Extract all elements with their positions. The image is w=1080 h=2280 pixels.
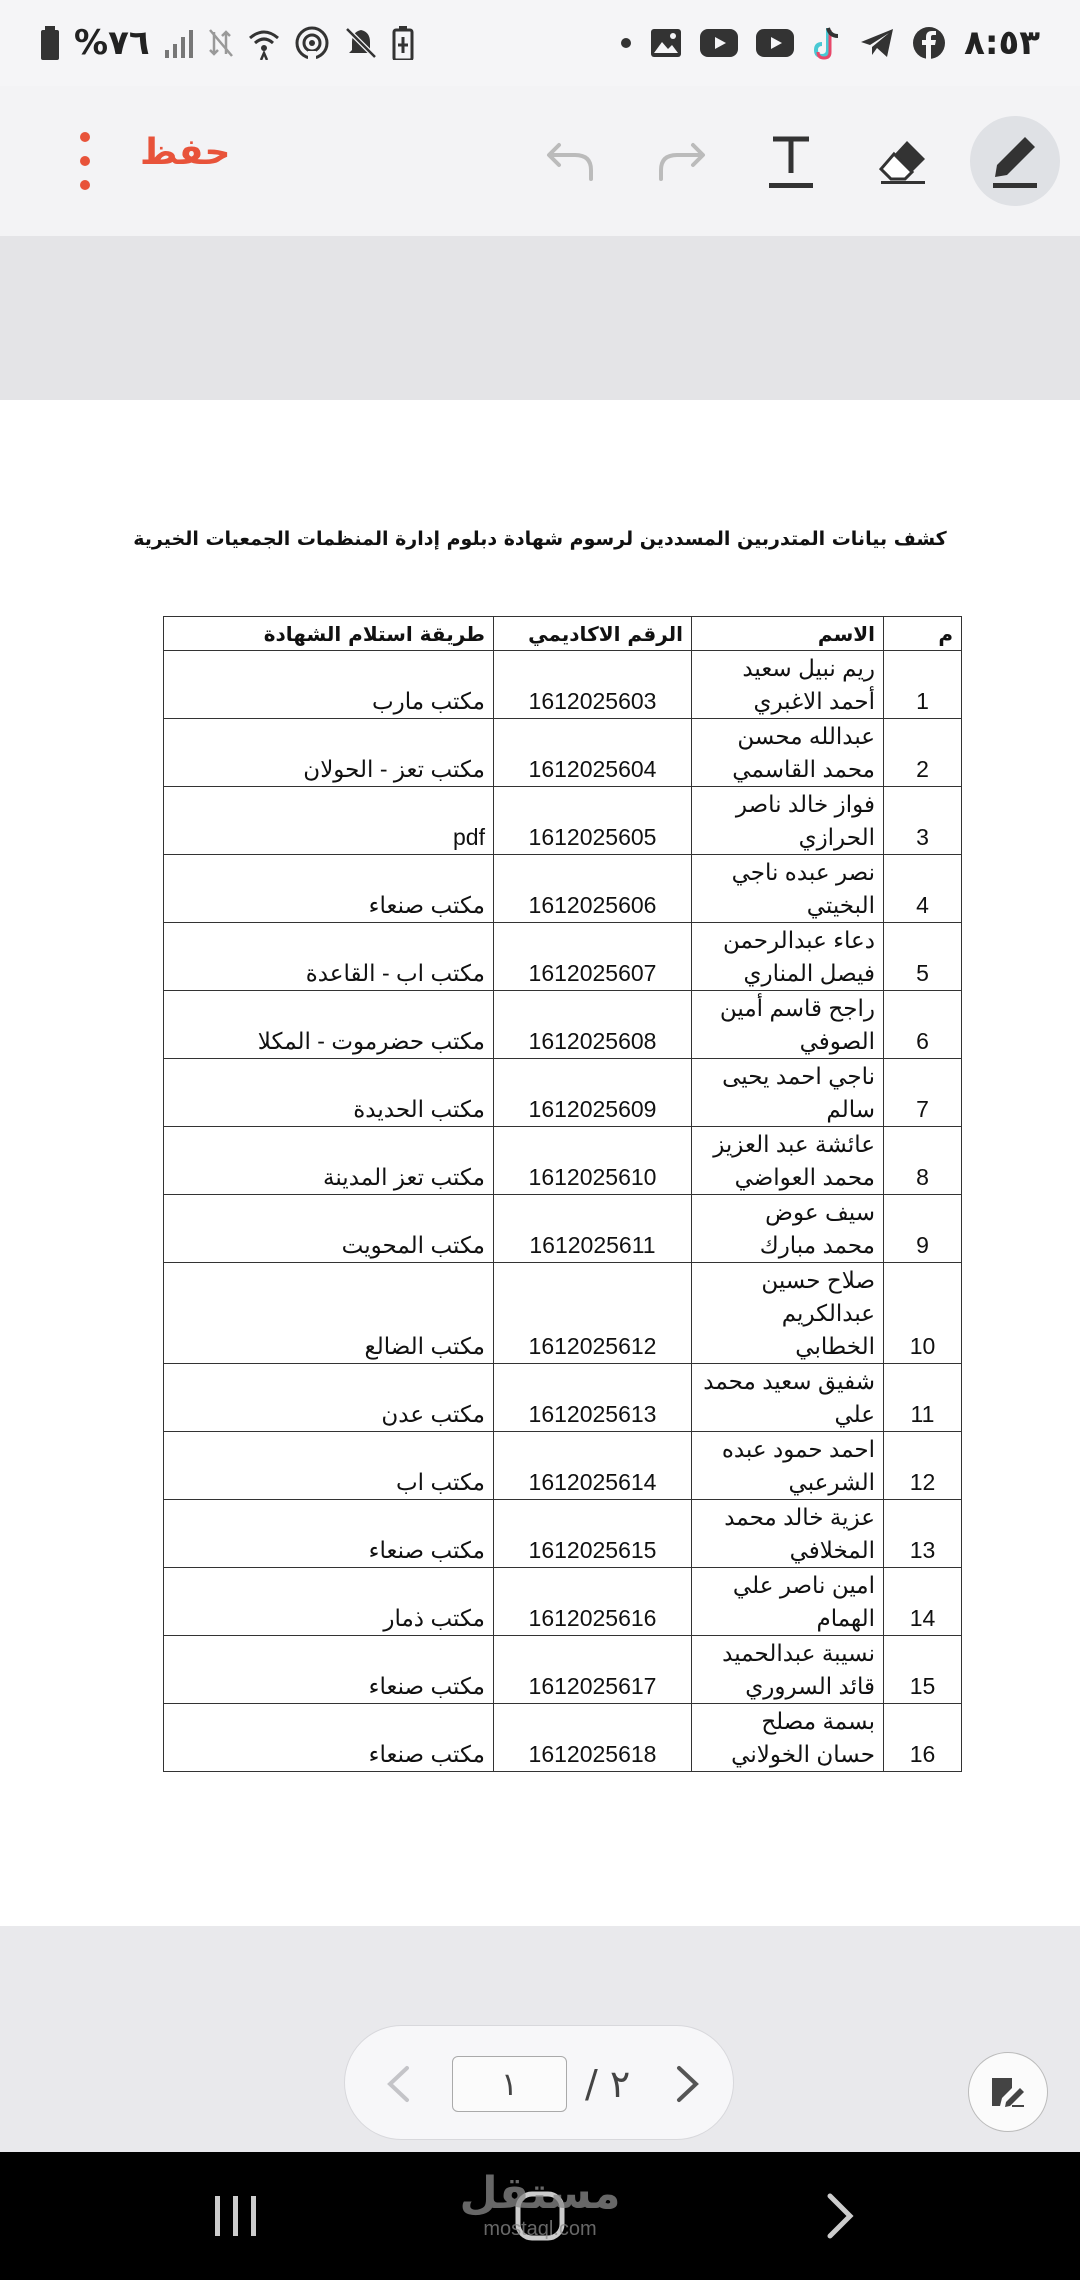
academic-number: 1612025605 <box>494 787 692 855</box>
row-number: 5 <box>884 923 962 991</box>
trainee-name <box>692 1195 884 1263</box>
youtube-icon <box>700 29 738 57</box>
trainee-name <box>692 1500 884 1568</box>
receipt-method: مكتب المحويت <box>164 1195 494 1263</box>
trainee-name-line: الحرازي <box>798 824 875 850</box>
hotspot-icon <box>294 25 330 61</box>
receipt-method: مكتب اب <box>164 1432 494 1500</box>
header-method: طريقة استلام الشهادة <box>164 617 494 651</box>
trainee-name-line: دعاء عبدالرحمن <box>722 927 875 953</box>
next-page-button[interactable] <box>663 2056 713 2111</box>
table-row <box>164 991 962 1059</box>
table-row <box>164 651 962 719</box>
trainee-name-line: سيف عوض <box>765 1199 875 1225</box>
trainee-name-line: فيصل المناري <box>743 960 875 986</box>
table-header-row <box>164 617 962 651</box>
trainee-name <box>692 1059 884 1127</box>
trainee-name <box>692 1568 884 1636</box>
chevron-left-icon <box>385 2065 411 2103</box>
trainee-name-line: الشرعبي <box>788 1469 875 1495</box>
trainee-name <box>692 1127 884 1195</box>
dot-icon <box>80 156 90 166</box>
table-row <box>164 1636 962 1704</box>
trainee-name-line: محمد مبارك <box>759 1232 875 1258</box>
pen-icon <box>989 133 1041 189</box>
table-row <box>164 1568 962 1636</box>
document-title: كشف بيانات المتدربين المسددين لرسوم شهادة دبلوم إدارة المنظمات الجمعيات الخيرية <box>133 528 947 550</box>
table-body <box>164 651 962 1772</box>
academic-number: 1612025603 <box>494 651 692 719</box>
page-total: / ٢ <box>585 2062 631 2106</box>
tiktok-icon <box>812 26 842 60</box>
table-row <box>164 1704 962 1772</box>
academic-number: 1612025606 <box>494 855 692 923</box>
trainee-name-line: راجح قاسم أمين <box>719 995 875 1021</box>
trainee-name-line: محمد القاسمي <box>732 756 875 782</box>
watermark-sub: mostaql.com <box>483 2218 597 2240</box>
trainee-name <box>692 1364 884 1432</box>
eraser-tool-button[interactable] <box>858 116 948 206</box>
header-name: الاسم <box>692 617 884 651</box>
receipt-method: مكتب صنعاء <box>164 1500 494 1568</box>
academic-number: 1612025613 <box>494 1364 692 1432</box>
eraser-icon <box>877 137 929 185</box>
previous-page-button[interactable] <box>373 2056 423 2111</box>
undo-icon <box>545 139 597 183</box>
wifi-icon <box>248 26 280 60</box>
academic-number: 1612025616 <box>494 1568 692 1636</box>
battery-saver-icon <box>392 26 414 60</box>
receipt-method: مكتب صنعاء <box>164 1704 494 1772</box>
clock: ٨:٥٣ <box>964 23 1040 63</box>
receipt-method: مكتب الضالع <box>164 1263 494 1364</box>
trainee-name <box>692 651 884 719</box>
trainee-name-line: امين ناصر علي <box>732 1572 875 1598</box>
academic-number: 1612025609 <box>494 1059 692 1127</box>
row-number: 16 <box>884 1704 962 1772</box>
trainee-name-line: ريم نبيل سعيد <box>742 655 875 681</box>
row-number: 4 <box>884 855 962 923</box>
chevron-right-icon <box>675 2065 701 2103</box>
status-left-group <box>40 23 414 63</box>
trainee-name-line: محمد العواضي <box>734 1164 875 1190</box>
receipt-method: مكتب صنعاء <box>164 1636 494 1704</box>
academic-number: 1612025618 <box>494 1704 692 1772</box>
row-number: 3 <box>884 787 962 855</box>
receipt-method: مكتب صنعاء <box>164 855 494 923</box>
undo-button[interactable] <box>526 116 616 206</box>
signature-icon <box>988 2072 1028 2112</box>
table-row <box>164 787 962 855</box>
academic-number: 1612025610 <box>494 1127 692 1195</box>
row-number: 7 <box>884 1059 962 1127</box>
trainee-name <box>692 855 884 923</box>
trainee-name <box>692 719 884 787</box>
recents-icon <box>213 2194 259 2238</box>
row-number: 10 <box>884 1263 962 1364</box>
trainee-name-line: نسيبة عبدالحميد <box>722 1640 875 1666</box>
table-row <box>164 1500 962 1568</box>
row-number: 15 <box>884 1636 962 1704</box>
trainee-name <box>692 1704 884 1772</box>
document-page <box>0 400 1080 1926</box>
trainee-name-line: شفيق سعيد محمد <box>703 1368 875 1394</box>
trainee-name-line: ناجي احمد يحيى <box>722 1063 875 1089</box>
table-row <box>164 923 962 991</box>
trainee-name <box>692 991 884 1059</box>
receipt-method: مكتب تعز المدينة <box>164 1127 494 1195</box>
table-row <box>164 1127 962 1195</box>
telegram-icon <box>860 28 894 58</box>
trainee-name-line: أحمد الاغبري <box>753 688 875 714</box>
mute-icon <box>344 26 378 60</box>
row-number: 6 <box>884 991 962 1059</box>
redo-icon <box>655 139 707 183</box>
page-number-input[interactable]: ١ <box>452 2056 567 2112</box>
trainee-name <box>692 1432 884 1500</box>
text-icon <box>767 133 815 189</box>
receipt-method: مكتب ذمار <box>164 1568 494 1636</box>
pen-tool-button[interactable] <box>970 116 1060 206</box>
status-right-group <box>620 23 1040 63</box>
table-row <box>164 719 962 787</box>
battery-icon <box>40 26 60 60</box>
academic-number: 1612025607 <box>494 923 692 991</box>
gallery-icon <box>650 28 682 58</box>
trainee-name-line: قائد السروري <box>745 1673 875 1699</box>
signal-icon <box>164 28 194 58</box>
dot-icon <box>620 37 632 49</box>
row-number: 12 <box>884 1432 962 1500</box>
receipt-method: pdf <box>164 787 494 855</box>
receipt-method: مكتب عدن <box>164 1364 494 1432</box>
row-number: 8 <box>884 1127 962 1195</box>
trainee-name-line: عائشة عبد العزيز <box>713 1131 875 1157</box>
chevron-right-icon <box>825 2192 855 2240</box>
receipt-method: مكتب حضرموت - المكلا <box>164 991 494 1059</box>
academic-number: 1612025608 <box>494 991 692 1059</box>
trainee-name-line: صلاح حسين <box>761 1267 875 1293</box>
editor-toolbar <box>0 86 1080 236</box>
dot-icon <box>80 132 90 142</box>
row-number: 2 <box>884 719 962 787</box>
academic-number: 1612025612 <box>494 1263 692 1364</box>
trainee-name-line: فواز خالد ناصر <box>735 791 875 817</box>
trainee-name-line: عزية خالد محمد <box>724 1504 875 1530</box>
row-number: 11 <box>884 1364 962 1432</box>
academic-number: 1612025614 <box>494 1432 692 1500</box>
row-number: 1 <box>884 651 962 719</box>
header-academic: الرقم الاكاديمي <box>494 617 692 651</box>
trainee-name-line: المخلافي <box>789 1537 875 1563</box>
trainee-name-line: الصوفي <box>799 1028 875 1054</box>
back-button[interactable] <box>800 2180 880 2252</box>
save-button[interactable]: حفظ <box>140 132 231 173</box>
trainee-name-line: سالم <box>826 1096 875 1122</box>
trainee-name <box>692 787 884 855</box>
trainee-name-line: احمد حمود عبده <box>721 1436 875 1462</box>
receipt-method: مكتب الحديدة <box>164 1059 494 1127</box>
page-navigator <box>344 2025 734 2140</box>
trainee-name <box>692 1636 884 1704</box>
trainee-name <box>692 1263 884 1364</box>
table-row <box>164 1195 962 1263</box>
academic-number: 1612025617 <box>494 1636 692 1704</box>
trainee-name-line: الهمام <box>816 1605 875 1631</box>
receipt-method: مكتب تعز - الحولان <box>164 719 494 787</box>
trainee-name-line: عبدالله محسن <box>737 723 875 749</box>
row-number: 13 <box>884 1500 962 1568</box>
status-bar <box>0 0 1080 86</box>
battery-percent: %٧٦ <box>74 23 150 63</box>
recent-apps-button[interactable] <box>196 2180 276 2252</box>
trainee-name <box>692 923 884 991</box>
sign-document-button[interactable] <box>968 2052 1048 2132</box>
academic-number: 1612025604 <box>494 719 692 787</box>
trainee-name-line: البخيتي <box>806 892 875 918</box>
watermark-main: مستقل <box>459 2168 621 2219</box>
mostaql-watermark <box>440 2170 640 2241</box>
table-row <box>164 1364 962 1432</box>
trainee-name-line: الخطابي <box>795 1333 875 1359</box>
dot-icon <box>80 180 90 190</box>
table-row <box>164 855 962 923</box>
receipt-method: مكتب مارب <box>164 651 494 719</box>
table-row <box>164 1263 962 1364</box>
facebook-icon <box>912 26 946 60</box>
trainee-name-line: عبدالكريم <box>781 1300 875 1326</box>
data-off-icon <box>208 28 234 58</box>
receipt-method: مكتب اب - القاعدة <box>164 923 494 991</box>
trainees-table <box>163 616 962 1772</box>
more-options-button[interactable] <box>70 126 100 196</box>
table-row <box>164 1059 962 1127</box>
row-number: 9 <box>884 1195 962 1263</box>
trainee-name-line: بسمة مصلح <box>761 1708 875 1734</box>
academic-number: 1612025611 <box>494 1195 692 1263</box>
trainee-name-line: علي <box>834 1401 875 1427</box>
row-number: 14 <box>884 1568 962 1636</box>
canvas-top-margin <box>0 236 1080 400</box>
header-num: م <box>884 617 962 651</box>
youtube-icon <box>756 29 794 57</box>
trainee-name-line: حسان الخولاني <box>731 1741 875 1767</box>
trainee-name-line: نصر عبده ناجي <box>731 859 875 885</box>
academic-number: 1612025615 <box>494 1500 692 1568</box>
text-tool-button[interactable] <box>746 116 836 206</box>
table-row <box>164 1432 962 1500</box>
system-navigation-bar <box>0 2152 1080 2280</box>
redo-button[interactable] <box>636 116 726 206</box>
